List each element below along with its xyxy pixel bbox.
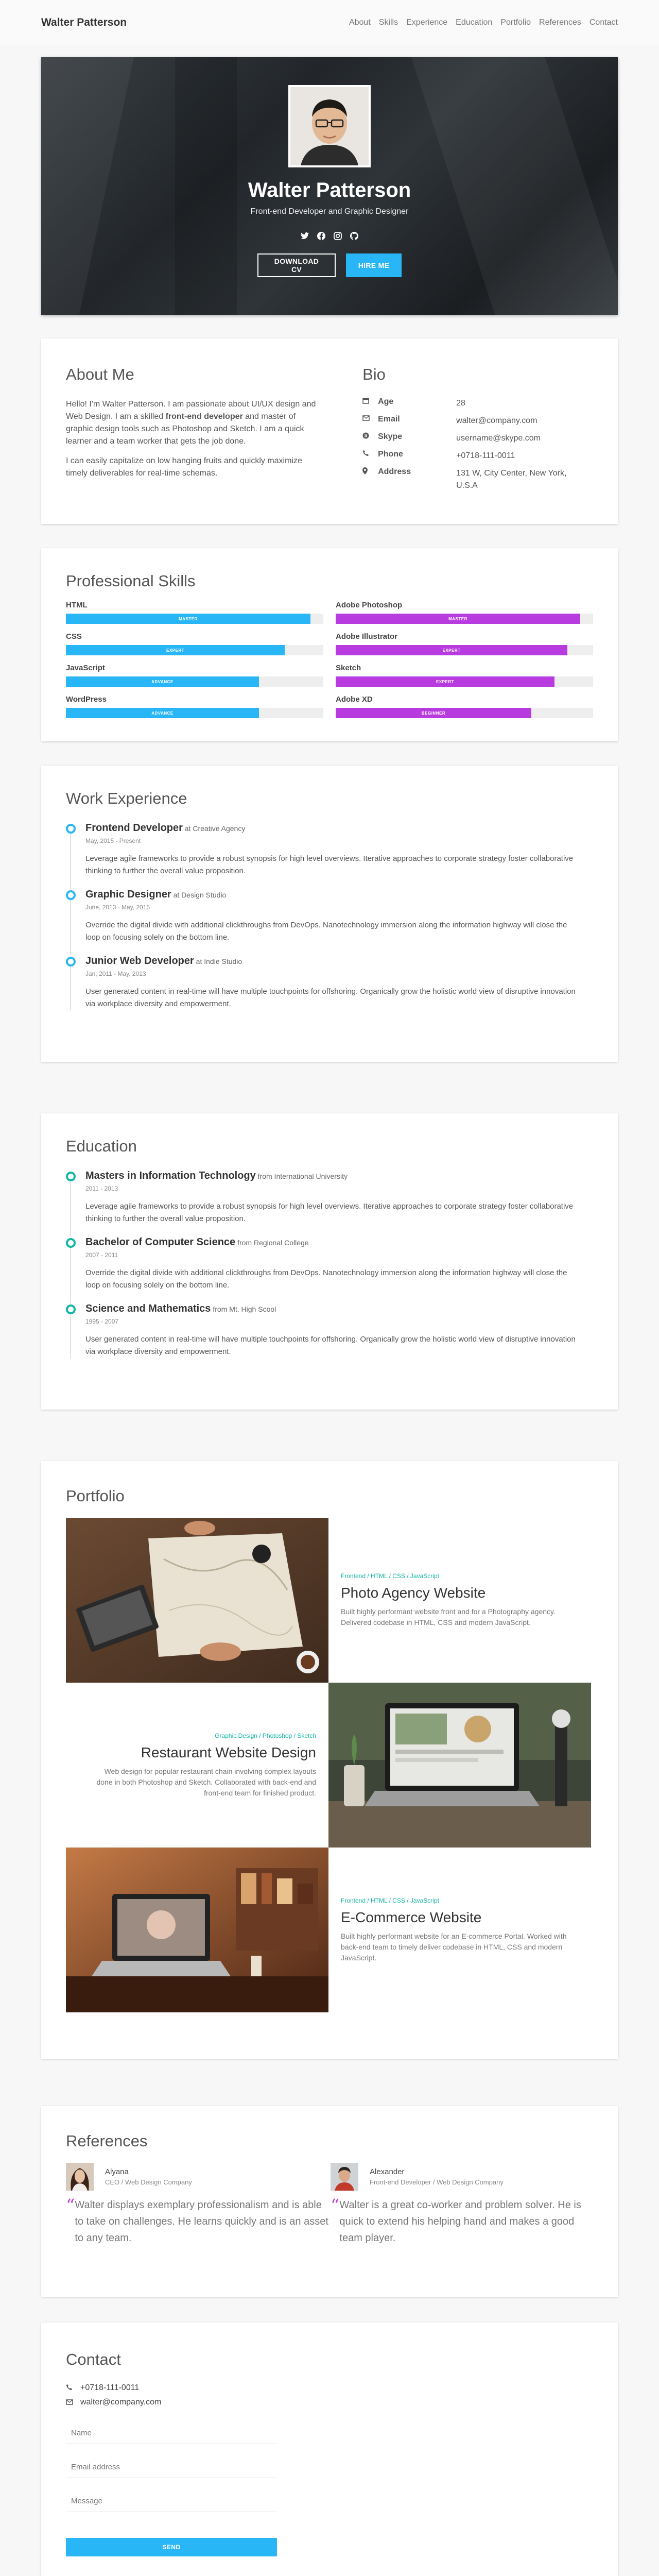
hero-banner	[41, 57, 618, 315]
job-org: at Design Studio	[171, 891, 227, 899]
skill-item	[66, 601, 323, 624]
reference-header	[66, 2163, 328, 2191]
top-navbar	[0, 0, 659, 45]
timeline-date: 2007 - 2011	[85, 1251, 118, 1259]
facebook-icon[interactable]	[317, 232, 325, 240]
skills-heading: Professional Skills	[66, 572, 196, 590]
timeline-text: User generated content in real-time will have multiple touchpoints for offshoring. Organically grow the holistic world view of disruptive innovation via workplace diversity and empowerment.	[85, 1335, 576, 1356]
reference-quote	[66, 2197, 328, 2246]
about-heading: About Me	[66, 365, 134, 383]
skill-item	[66, 664, 323, 687]
experience-heading: Work Experience	[66, 789, 187, 807]
hero-name: Walter Patterson	[248, 179, 411, 201]
nav-about[interactable]: About	[349, 18, 371, 27]
skill-bar-fill: MASTER	[66, 614, 310, 624]
education-heading: Education	[66, 1137, 137, 1155]
timeline-item	[66, 1170, 593, 1225]
phone-icon	[66, 2384, 80, 2392]
timeline-date: Jan, 2011 - May, 2013	[85, 970, 146, 977]
about-text: Hello! I'm Walter Patterson. I am passionate about UI/UX design and Web Design. I am a skilled	[66, 400, 316, 421]
portfolio-tags: Frontend / HTML / CSS / JavaScript	[341, 1896, 439, 1904]
portfolio-section	[41, 1461, 618, 2059]
skill-item	[336, 632, 593, 655]
reference-text: Walter displays exemplary professionalism and is able to take on challenges. He learns quickly and is an asset to any team.	[75, 2199, 328, 2244]
hero-socials	[41, 232, 618, 240]
school: from International University	[255, 1172, 348, 1180]
skill-bar	[336, 708, 593, 718]
reference-name: Alyana	[105, 2167, 129, 2176]
timeline-text: User generated content in real-time will have multiple touchpoints for offshoring. Organically grow the holistic world view of disruptive innovation via workplace diversity and empowerment.	[85, 987, 576, 1008]
portfolio-tags: Frontend / HTML / CSS / JavaScript	[341, 1572, 439, 1580]
quote-icon: “	[66, 2195, 75, 2216]
timeline-heading	[85, 1170, 593, 1182]
school: from Regional College	[235, 1239, 309, 1247]
skill-bar-fill: MASTER	[336, 614, 580, 624]
skill-bar	[66, 676, 323, 687]
portfolio-item[interactable]	[66, 1848, 593, 2012]
timeline-dot	[66, 1172, 76, 1181]
references-heading: References	[66, 2132, 148, 2150]
education-section	[41, 1113, 618, 1410]
skill-item	[336, 664, 593, 687]
bio-label: Age	[378, 397, 394, 406]
timeline-text: Override the digital divide with additional clickthroughs from DevOps. Nanotechnology immersion along the information highway will close the loop on focusing solely on the bottom line.	[85, 1268, 567, 1290]
timeline-heading	[85, 1303, 593, 1315]
job-org: at Indie Studio	[194, 957, 242, 965]
map-marker-icon	[362, 467, 378, 492]
bio-value: 28	[456, 399, 465, 408]
svg-text:S: S	[364, 433, 368, 438]
email-input[interactable]: Email address	[66, 2463, 277, 2478]
nav-education[interactable]: Education	[456, 18, 493, 27]
job-role: Junior Web Developer	[85, 955, 194, 967]
profile-avatar	[288, 85, 371, 167]
skill-name: JavaScript	[66, 664, 105, 672]
nav-experience[interactable]: Experience	[406, 18, 448, 27]
timeline-date: 1995 - 2007	[85, 1318, 119, 1325]
nav-references[interactable]: References	[539, 18, 581, 27]
timeline-dot	[66, 890, 76, 900]
bio-row-address	[362, 467, 593, 492]
skill-item	[336, 695, 593, 718]
timeline-item	[66, 1236, 593, 1292]
skill-bar-fill: ADVANCE	[66, 708, 259, 718]
portfolio-description: Built highly performant website front and for a Photography agency. Delivered codebase in HTML, CSS and modern JavaScript.	[341, 1607, 556, 1626]
skill-bar	[66, 708, 323, 718]
bio-value: +0718-111-0011	[456, 451, 515, 460]
degree: Science and Mathematics	[85, 1303, 211, 1314]
skill-bar-fill: EXPERT	[66, 645, 285, 655]
portfolio-title[interactable]: E-Commerce Website	[341, 1909, 482, 1925]
reference-header	[331, 2163, 593, 2191]
timeline-item	[66, 1303, 593, 1358]
contact-heading: Contact	[66, 2350, 121, 2368]
portfolio-title[interactable]: Photo Agency Website	[341, 1585, 486, 1601]
reference-name: Alexander	[370, 2167, 405, 2176]
message-textarea[interactable]: Message	[66, 2497, 277, 2512]
twitter-icon[interactable]	[301, 232, 309, 240]
portfolio-heading: Portfolio	[66, 1487, 125, 1505]
timeline-heading	[85, 822, 593, 834]
portfolio-info	[328, 1848, 591, 2012]
timeline-dot	[66, 1238, 76, 1248]
reference-meta	[358, 2167, 504, 2186]
reference-text: Walter is a great co-worker and problem solver. He is quick to extend his helping hand and makes a good team player.	[339, 2199, 581, 2244]
name-input[interactable]: Name	[66, 2429, 277, 2444]
skills-column-left	[66, 601, 323, 726]
about-text: and master of graphic design tools such as Photoshop and Sketch. I am a quick learner and a team worker that gets the job done.	[66, 412, 304, 446]
skill-item	[66, 632, 323, 655]
job-role: Graphic Designer	[85, 889, 171, 900]
reference-avatar	[331, 2163, 358, 2191]
portfolio-description: Web design for popular restaurant chain involving complex layouts done in both Photoshop and Sketch. Collaborated with back-end and front-end team for finished product.	[96, 1767, 316, 1797]
timeline-item	[66, 889, 593, 944]
hero-buttons	[41, 253, 618, 277]
portfolio-image-map-desk[interactable]	[66, 1518, 328, 1683]
skill-item	[66, 695, 323, 718]
bio-label: Skype	[378, 432, 403, 441]
bio-row-age	[362, 397, 593, 410]
about-section	[41, 338, 618, 524]
degree: Bachelor of Computer Science	[85, 1236, 236, 1248]
skill-name: Adobe Illustrator	[336, 632, 398, 641]
timeline-text: Leverage agile frameworks to provide a robust synopsis for high level overviews. Iterative approaches to corporate strategy foster collaborative thinking to further the overall value proposition.	[85, 854, 574, 875]
contact-email	[66, 2398, 593, 2407]
experience-timeline	[66, 822, 593, 1010]
portfolio-grid	[66, 1518, 593, 2012]
skill-name: WordPress	[66, 695, 107, 704]
about-me	[66, 365, 316, 497]
send-button[interactable]: SEND	[66, 2538, 277, 2556]
bio-row-skype	[362, 432, 593, 445]
skill-bar	[336, 645, 593, 655]
portfolio-description: Built highly performant website for an E-commerce Portal. Worked with back-end team to timely deliver codebase in HTML, CSS and modern JavaScript.	[341, 1931, 567, 1962]
skill-bar	[66, 645, 323, 655]
bio-row-phone	[362, 450, 593, 462]
skill-name: Sketch	[336, 664, 361, 672]
reference-avatar	[66, 2163, 94, 2191]
timeline-dot	[66, 1304, 76, 1314]
main-nav	[349, 18, 618, 27]
skill-name: CSS	[66, 632, 82, 641]
skill-name: Adobe Photoshop	[336, 601, 403, 609]
bio-label: Address	[378, 467, 411, 476]
contact-section	[41, 2323, 618, 2576]
timeline-item	[66, 822, 593, 877]
portfolio-item[interactable]	[66, 1683, 593, 1848]
about-highlight: front-end developer	[165, 412, 243, 421]
skills-section	[41, 548, 618, 741]
envelope-icon	[362, 415, 378, 427]
instagram-icon[interactable]	[334, 232, 342, 240]
timeline-heading	[85, 1236, 593, 1248]
timeline-text: Override the digital divide with additional clickthroughs from DevOps. Nanotechnology immersion along the information highway will close the loop on focusing solely on the bottom line.	[85, 921, 567, 942]
skills-grid	[66, 601, 593, 726]
timeline-date: May, 2015 - Present	[85, 837, 141, 844]
skill-bar	[336, 676, 593, 687]
skill-item	[336, 601, 593, 624]
skill-bar-fill: EXPERT	[336, 645, 567, 655]
download-cv-button[interactable]: DOWNLOAD CV	[257, 253, 336, 277]
degree: Masters in Information Technology	[85, 1170, 256, 1181]
bio	[362, 365, 593, 497]
hire-me-button[interactable]: HIRE ME	[346, 253, 402, 277]
timeline-heading	[85, 889, 593, 901]
portfolio-tags: Graphic Design / Photoshop / Sketch	[215, 1732, 316, 1739]
bio-value: 131 W, City Center, New York, U.S.A	[456, 469, 567, 490]
education-timeline	[66, 1170, 593, 1358]
portfolio-item[interactable]	[66, 1518, 593, 1683]
timeline-date: 2011 - 2013	[85, 1185, 118, 1192]
timeline-heading	[85, 955, 593, 967]
skill-bar	[336, 614, 593, 624]
school: from Mt. High Scool	[211, 1305, 276, 1313]
skills-column-right	[336, 601, 593, 726]
nav-skills[interactable]: Skills	[378, 18, 398, 27]
skill-bar-fill: BEGINNER	[336, 708, 531, 718]
about-paragraph	[66, 398, 316, 448]
job-role: Frontend Developer	[85, 822, 183, 834]
about-paragraph: I can easily capitalize on low hanging fruits and quickly maximize timely deliverables for real-time schemas.	[66, 456, 302, 478]
reference-role: Front-end Developer / Web Design Company	[370, 2178, 504, 2186]
timeline-text: Leverage agile frameworks to provide a robust synopsis for high level overviews. Iterative approaches to corporate strategy foster collaborative thinking to further the overall value proposition.	[85, 1202, 574, 1223]
portfolio-info	[328, 1518, 591, 1683]
reference-meta	[94, 2167, 192, 2186]
job-org: at Creative Agency	[182, 824, 246, 833]
hero-title: Front-end Developer and Graphic Designer	[250, 207, 409, 216]
reference-item	[331, 2163, 593, 2246]
bio-label: Email	[378, 415, 400, 423]
timeline-dot	[66, 957, 76, 967]
contact-email-value: walter@company.com	[80, 2398, 162, 2406]
bio-heading: Bio	[362, 365, 386, 383]
portfolio-image-office[interactable]	[66, 1848, 328, 2012]
hero-content	[41, 57, 618, 277]
portfolio-info	[66, 1683, 328, 1848]
timeline-date: June, 2013 - May, 2015	[85, 904, 150, 911]
quote-icon: “	[331, 2195, 340, 2216]
timeline-dot	[66, 824, 76, 834]
portfolio-image-laptop-desk[interactable]	[328, 1683, 591, 1848]
contact-phone	[66, 2383, 593, 2393]
phone-icon	[362, 450, 378, 462]
reference-item	[66, 2163, 328, 2246]
reference-quote	[331, 2197, 593, 2246]
contact-phone-value: +0718-111-0011	[80, 2383, 140, 2392]
calendar-icon	[362, 397, 378, 410]
bio-row-email	[362, 415, 593, 427]
portfolio-title[interactable]: Restaurant Website Design	[141, 1744, 316, 1760]
skill-bar-fill: ADVANCE	[66, 676, 259, 687]
skill-bar-fill: EXPERT	[336, 676, 554, 687]
skill-name: HTML	[66, 601, 88, 609]
bio-value: username@skype.com	[456, 434, 541, 443]
envelope-icon	[66, 2398, 80, 2406]
timeline-item	[66, 955, 593, 1010]
references-grid	[66, 2163, 593, 2246]
references-section	[41, 2106, 618, 2297]
reference-role: CEO / Web Design Company	[105, 2178, 192, 2186]
bio-label: Phone	[378, 450, 403, 459]
brand-link[interactable]: Walter Patterson	[41, 16, 127, 28]
skype-icon	[362, 432, 378, 445]
github-icon[interactable]	[350, 232, 358, 240]
nav-portfolio[interactable]: Portfolio	[500, 18, 531, 27]
experience-section	[41, 766, 618, 1062]
skill-name: Adobe XD	[336, 695, 373, 704]
bio-value: walter@company.com	[456, 416, 537, 425]
nav-contact[interactable]: Contact	[589, 18, 618, 27]
skill-bar	[66, 614, 323, 624]
